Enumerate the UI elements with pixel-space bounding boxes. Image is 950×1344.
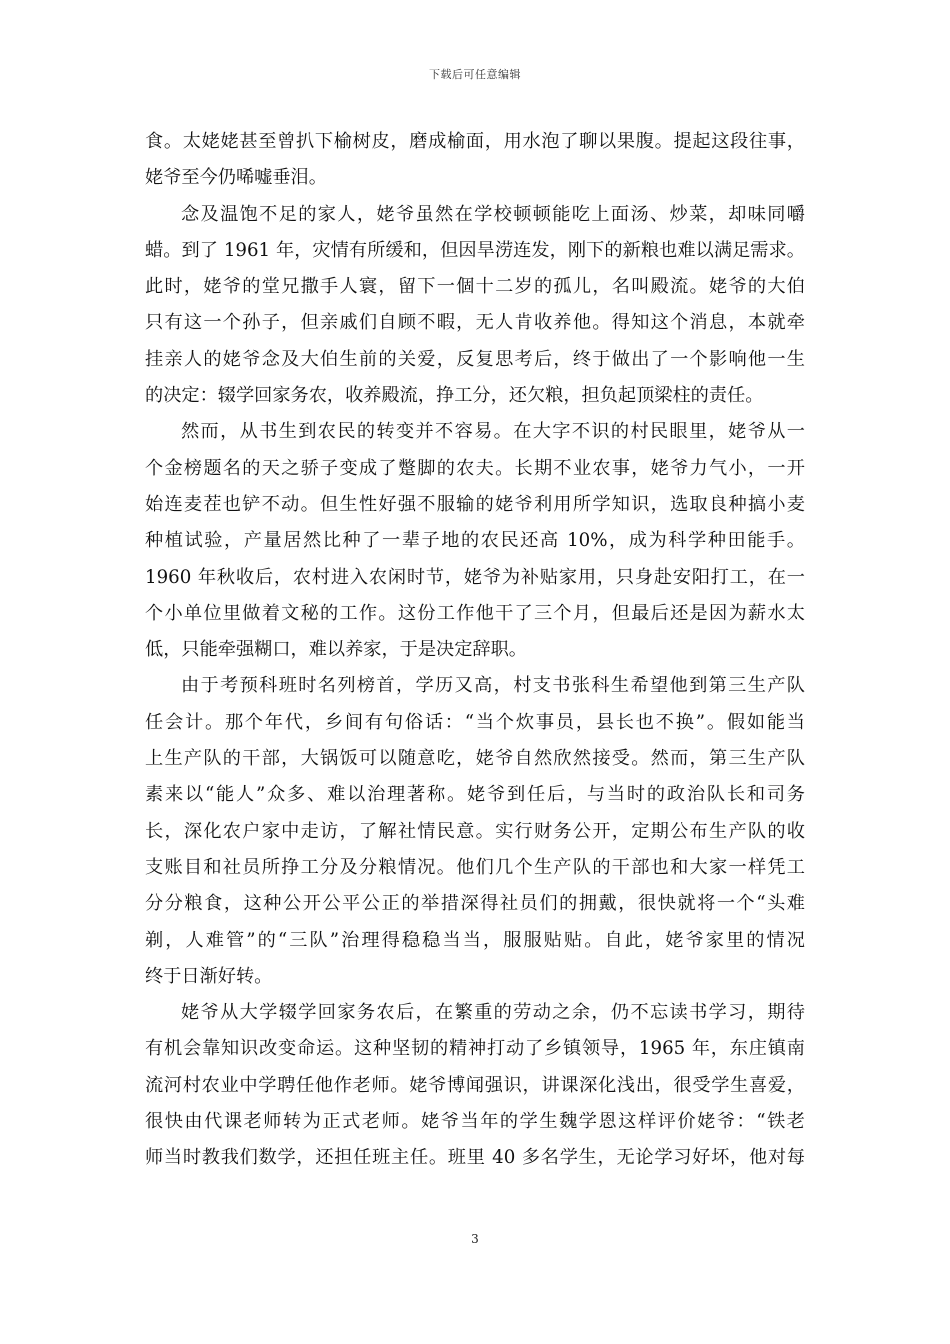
text-line: 然而，从书生到农民的转变并不容易。在大字不识的村民眼里，姥爷从一 [181,421,805,443]
text-line: 终于日渐好转。 [145,965,273,987]
text-line: 1960 年秋收后，农村进入农闲时节，姥爷为补贴家用，只身赴安阳打工，在一 [145,566,805,588]
text-line: 由于考预科班时名列榜首，学历又高，村支书张科生希望他到第三生产队 [181,675,805,697]
text-line: 有机会靠知识改变命运。这种坚韧的精神打动了乡镇领导，1965 年，东庄镇南 [145,1038,805,1060]
text-line: 上生产队的干部，大锅饭可以随意吃，姥爷自然欣然接受。然而，第三生产队 [145,748,805,770]
text-line: 个金榜题名的天之骄子变成了蹩脚的农夫。长期不业农事，姥爷力气小，一开 [145,457,805,479]
page-number: 3 [471,1232,479,1246]
text-line: 很快由代课老师转为正式老师。姥爷当年的学生魏学恩这样评价姥爷：“铁老 [145,1111,805,1133]
text-line: 长，深化农户家中走访，了解社情民意。实行财务公开，定期公布生产队的收 [145,820,805,842]
text-line: 此时，姥爷的堂兄撒手人寰，留下一個十二岁的孤儿，名叫殿流。姥爷的大伯 [145,276,805,298]
text-line: 低，只能牵强糊口，难以养家，于是决定辞职。 [145,639,527,661]
text-line: 种植试验，产量居然比种了一辈子地的农民还高 10%，成为科学种田能手。 [145,530,805,552]
text-line: 姥爷从大学辍学回家务农后，在繁重的劳动之余，仍不忘读书学习，期待 [181,1002,805,1024]
text-line: 食。太姥姥甚至曾扒下榆树皮，磨成榆面，用水泡了聊以果腹。提起这段往事， [145,131,805,152]
body-text [145,124,805,1177]
text-line: 任会计。那个年代，乡间有句俗话：“当个炊事员，县长也不换”。假如能当 [145,711,805,733]
text-line: 剃，人难管”的“三队”治理得稳稳当当，服服贴贴。自此，姥爷家里的情况 [145,929,805,951]
text-line: 始连麦茬也铲不动。但生性好强不服输的姥爷利用所学知识，选取良种搞小麦 [145,493,805,515]
text-line: 只有这一个孙子，但亲戚们自顾不暇，无人肯收养他。得知这个消息，本就牵 [145,312,805,334]
text-line: 挂亲人的姥爷念及大伯生前的关爱，反复思考后，终于做出了一个影响他一生 [145,348,805,370]
text-line: 念及温饱不足的家人，姥爷虽然在学校顿顿能吃上面汤、炒菜，却味同嚼 [181,203,805,225]
text-line: 流河村农业中学聘任他作老师。姥爷博闻强识，讲课深化浅出，很受学生喜爱， [145,1074,805,1096]
text-line: 师当时教我们数学，还担任班主任。班里 40 多名学生，无论学习好坏，他对每 [145,1147,805,1169]
text-line: 个小单位里做着文秘的工作。这份工作他干了三个月，但最后还是因为薪水太 [145,602,805,624]
text-line: 的决定：辍学回家务农，收养殿流，挣工分，还欠粮，担负起顶梁柱的责任。 [145,385,764,407]
text-line: 素来以“能人”众多、难以治理著称。姥爷到任后，与当时的政治队长和司务 [145,784,805,806]
text-line: 分分粮食，这种公开公平公正的举措深得社员们的拥戴，很快就将一个“头难 [145,893,805,915]
text-line: 姥爷至今仍唏嘘垂泪。 [145,167,327,189]
text-line: 蜡。到了 1961 年，灾情有所缓和，但因旱涝连发，刚下的新粮也难以满足需求。 [145,239,805,261]
page-header: 下载后可任意编辑 [429,68,521,81]
text-line: 支账目和社员所挣工分及分粮情况。他们几个生产队的干部也和大家一样凭工 [145,856,805,878]
